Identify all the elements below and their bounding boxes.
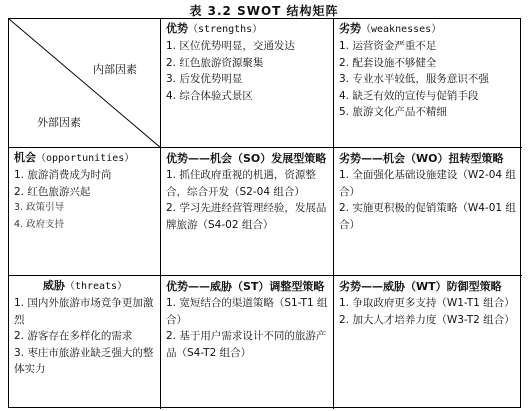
strength-item: 4. 综合体验式景区 (166, 89, 253, 102)
opportunity-item: 2. 红色旅游兴起 (14, 185, 91, 198)
swot-matrix (8, 18, 521, 408)
strengths-heading: 优势（strengths） (166, 22, 263, 35)
header-diagonal-cell (9, 19, 161, 148)
weakness-item: 3. 专业水平较低，服务意识不强 (339, 73, 489, 85)
opportunities-heading: 机会（opportunities） (14, 151, 135, 164)
wt-strategy-item: 1. 争取政府更多支持（W1-T1 组合） (339, 297, 515, 309)
threats-cell (9, 276, 161, 409)
threats-heading: 威胁（threats） (42, 279, 128, 292)
threat-item: 2. 游客存在多样化的需求 (14, 330, 133, 342)
st-strategy-item: 1. 宽短结合的渠道策略（S1-T1 组合） (166, 297, 328, 326)
opportunity-item: 1. 旅游消费成为时尚 (14, 169, 112, 181)
wo-strategy-item: 1. 全面强化基础设施建设（W2-04 组合） (339, 169, 516, 198)
opportunity-item: 4. 政府支持 (14, 218, 65, 230)
so-strategy-item: 1. 抓住政府重视的机遇，资源整合，综合开发（S2-04 组合） (166, 169, 316, 198)
opportunities-cell (9, 148, 161, 276)
so-strategy-cell (161, 148, 334, 276)
threat-item: 3. 枣庄市旅游业缺乏强大的整体实力 (14, 346, 154, 375)
opportunity-item: 3. 政策引导 (14, 202, 65, 213)
so-strategy-item: 2. 学习先进经营管理经验，发展品牌旅游（S4-02 组合） (166, 202, 327, 231)
wo-strategy-title: 劣势——机会（WO）扭转型策略 (339, 152, 504, 165)
st-strategy-title: 优势——威胁（ST）调整型策略 (166, 280, 325, 293)
wo-strategy-cell (334, 148, 522, 276)
weaknesses-cell (334, 19, 522, 148)
strength-item: 2. 红色旅游资源聚集 (166, 56, 264, 69)
st-strategy-item: 2. 基于用户需求设计不同的旅游产品（S4-T2 组合） (166, 330, 327, 359)
weakness-item: 4. 缺乏有效的宣传与促销手段 (339, 89, 479, 102)
wo-strategy-item: 2. 实施更积极的促销策略（W4-01 组合） (339, 202, 516, 231)
weakness-item: 2. 配套设施不够健全 (339, 56, 437, 69)
so-strategy-title: 优势——机会（SO）发展型策略 (166, 152, 327, 165)
weakness-item: 5. 旅游文化产品不精细 (339, 106, 447, 118)
diagonal-line (9, 19, 161, 148)
weakness-item: 1. 运营资金严重不足 (339, 40, 437, 52)
strengths-cell (161, 19, 334, 148)
wt-strategy-cell (334, 276, 522, 409)
st-strategy-cell (161, 276, 334, 409)
wt-strategy-item: 2. 加大人才培养力度（W3-T2 组合） (339, 313, 515, 326)
strength-item: 1. 区位优势明显，交通发达 (166, 40, 295, 52)
wt-strategy-title: 劣势——威胁（WT）防御型策略 (339, 280, 502, 293)
outer-factors-label: 外部因素 (37, 116, 81, 129)
weaknesses-heading: 劣势（weaknesses） (339, 22, 442, 35)
table-title: 表 3.2 SWOT 结构矩阵 (189, 4, 339, 18)
inner-factors-label: 内部因素 (93, 63, 137, 76)
threat-item: 1. 国内外旅游市场竞争更加激烈 (14, 297, 154, 326)
strength-item: 3. 后发优势明显 (166, 73, 243, 85)
